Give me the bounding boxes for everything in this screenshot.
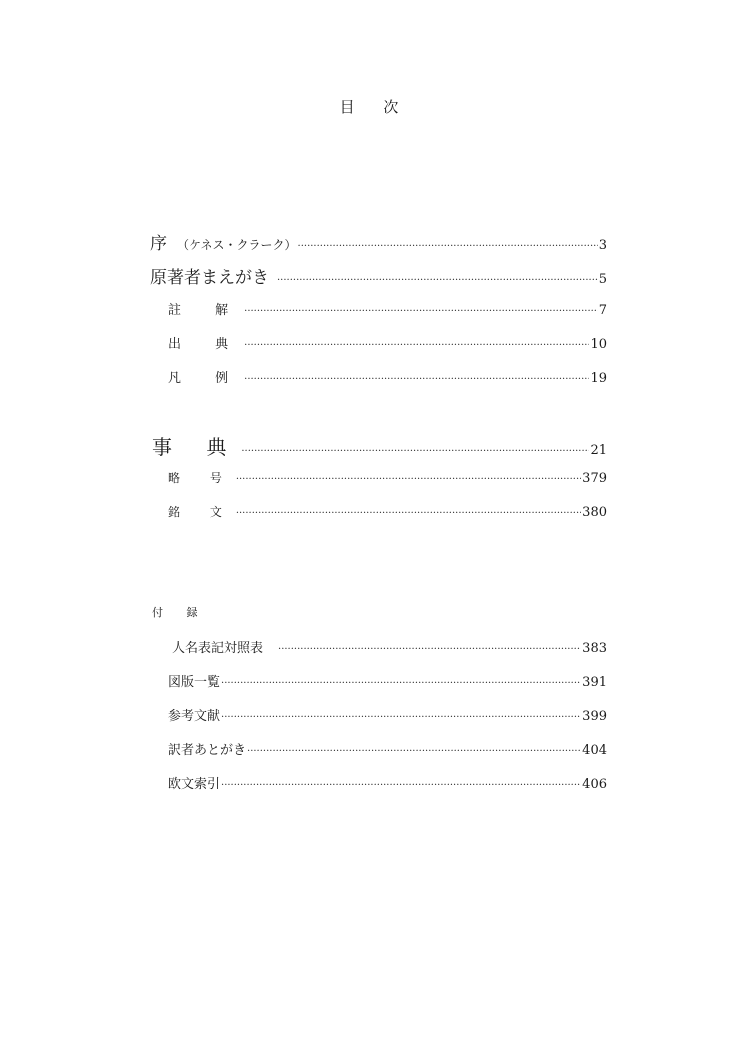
toc-entry-dictionary[interactable] (152, 431, 607, 460)
toc-entry-label: 序 (150, 234, 167, 254)
toc-entry-note: （ケネス・クラーク） (177, 238, 297, 252)
toc-entry-notes[interactable] (168, 299, 607, 318)
toc-entry-page: 383 (582, 641, 607, 656)
leader-dots (247, 746, 581, 757)
leader-dots (241, 446, 589, 457)
toc-entry-page: 404 (582, 743, 607, 758)
leader-dots (221, 712, 581, 723)
toc-entry-page: 5 (598, 272, 607, 287)
toc-entry-label: 参考文献 (168, 709, 221, 724)
toc-entry-page: 399 (582, 709, 607, 724)
toc-entry-sources[interactable] (168, 333, 607, 352)
toc-entry-appendix[interactable] (168, 773, 607, 792)
toc-entry-appendix[interactable] (168, 739, 607, 758)
toc-entry-label: 欧文索引 (168, 777, 221, 792)
toc-entry-page: 406 (582, 777, 607, 792)
toc-entry-author-preface[interactable] (150, 263, 607, 288)
leader-dots (278, 644, 581, 655)
toc-entry-appendix[interactable] (168, 705, 607, 724)
toc-entry-label: 銘 文 (168, 505, 235, 519)
toc-entry-page: 391 (582, 675, 607, 690)
toc-entry-page: 19 (590, 371, 607, 386)
leader-dots (236, 508, 581, 519)
leader-dots (221, 780, 581, 791)
toc-entry-usage[interactable] (168, 367, 607, 386)
toc-entry-page: 380 (582, 505, 607, 520)
leader-dots (236, 474, 581, 485)
leader-dots (244, 374, 589, 385)
toc-entry-label: 出 典 (168, 337, 244, 352)
toc-entry-preface[interactable] (150, 229, 607, 254)
page-title: 目 次 (339, 98, 411, 116)
toc-entry-appendix[interactable] (168, 671, 607, 690)
toc-entry-label: 註 解 (168, 303, 244, 318)
toc-entry-label: 訳者あとがき (168, 743, 247, 758)
toc-entry-page: 3 (598, 238, 607, 253)
toc-entry-label: 人名表記対照表 (172, 641, 264, 656)
leader-dots (221, 678, 581, 689)
leader-dots (277, 275, 598, 286)
leader-dots (298, 241, 598, 252)
toc-entry-label: 原著者まえがき (150, 268, 269, 288)
leader-dots (244, 340, 589, 351)
toc-entry-inscriptions[interactable] (168, 503, 607, 520)
toc-entry-appendix[interactable] (168, 637, 607, 656)
toc-entry-abbreviations[interactable] (168, 469, 607, 486)
toc-entry-page: 7 (598, 303, 607, 318)
appendix-heading: 付 録 (152, 606, 208, 619)
toc-entry-label: 凡 例 (168, 371, 244, 386)
toc-entry-label: 図版一覧 (168, 675, 221, 690)
toc-entry-page: 379 (582, 471, 607, 486)
toc-entry-label: 事 典 (152, 435, 241, 459)
toc-entry-label: 略 号 (168, 471, 235, 485)
leader-dots (244, 306, 598, 317)
toc-entry-page: 10 (590, 337, 607, 352)
toc-entry-page: 21 (590, 443, 607, 458)
